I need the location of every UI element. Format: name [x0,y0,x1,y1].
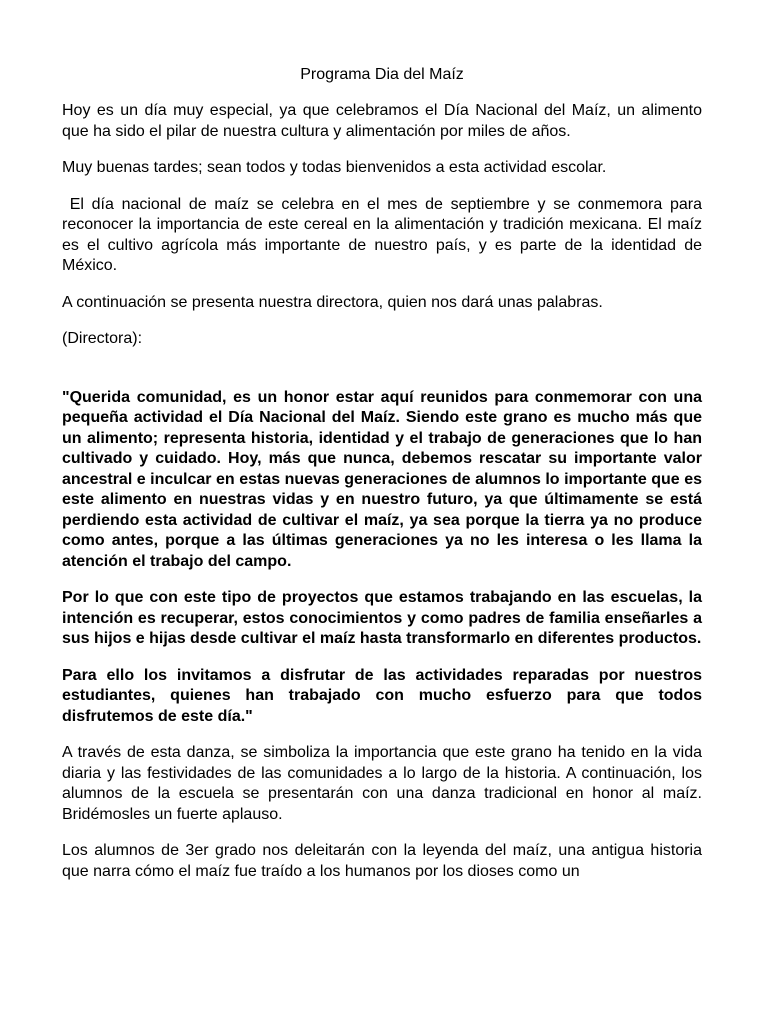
paragraph-leyenda: Los alumnos de 3er grado nos deleitarán con la leyenda del maíz, una antigua historia que narra cómo el maíz fue traído a los humanos por los dioses como un [62,842,702,880]
paragraph-discurso-1: "Querida comunidad, es un honor estar aquí reunidos para conmemorar con una pequeña actividad el Día Nacional del Maíz. Siendo este grano es mucho más que un alimento; representa historia, identidad y el trabajo de generaciones que lo han cultivado y cuidado. Hoy, más que nunca, debemos rescatar su importante valor ancestral e inculcar en estas nuevas generaciones de alumnos lo importante que es este alimento en nuestras vidas y en nuestro futuro, ya que últimamente se está perdiendo esta actividad de cultivar el maíz, ya sea porque la tierra ya no produce como antes, porque a las últimas generaciones ya no les interesa o les llama la atención el trabajo del campo. [62,388,702,570]
paragraph-intro: Hoy es un día muy especial, ya que celebramos el Día Nacional del Maíz, un alimento que ha sido el pilar de nuestra cultura y alimentación por miles de años. [62,102,702,140]
paragraph-directora-intro: A continuación se presenta nuestra directora, quien nos dará unas palabras. [62,293,603,311]
document-page [62,64,702,882]
paragraph-dia-nacional: El día nacional de maíz se celebra en el mes de septiembre y se conmemora para reconocer la importancia de este cereal en la alimentación y tradición mexicana. El maíz es el cultivo agrícola más importante de nuestro país, y es parte de la identidad de México. [62,195,702,274]
paragraph-danza: A través de esta danza, se simboliza la importancia que este grano ha tenido en la vida diaria y las festividades de las comunidades a lo largo de la historia. A continuación, los alumnos de la escuela se presentarán con una danza tradicional en honor al maíz. Bridémosles un fuerte aplauso. [62,744,702,823]
paragraph-discurso-3: Para ello los invitamos a disfrutar de las actividades reparadas por nuestros estudiantes, quienes han trabajado con mucho esfuerzo para que todos disfrutemos de este día." [62,666,702,725]
paragraph-directora-label: (Directora): [62,330,143,347]
blank-line [62,366,702,388]
paragraph-welcome: Muy buenas tardes; sean todos y todas bienvenidos a esta actividad escolar. [62,159,607,176]
paragraph-discurso-2: Por lo que con este tipo de proyectos que estamos trabajando en las escuelas, la intención es recuperar, estos conocimientos y como padres de familia enseñarles a sus hijos e hijas desde cultivar el maíz hasta transformarlo en diferentes productos. [62,589,702,647]
document-title: Programa Dia del Maíz [300,66,464,83]
